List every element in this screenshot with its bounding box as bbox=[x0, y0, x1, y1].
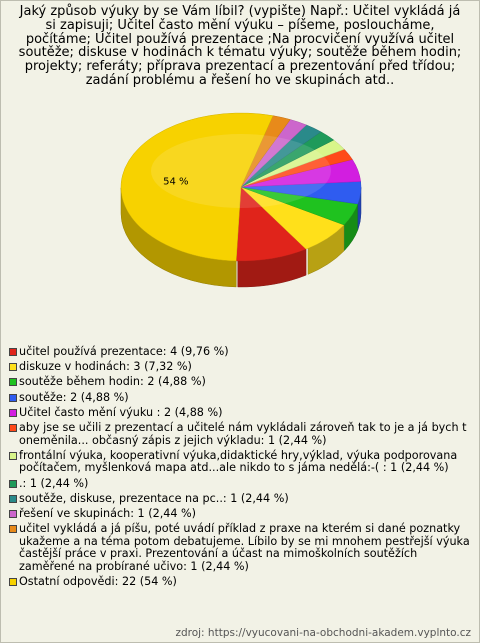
legend-label: aby jse se učili z prezentací a učitelé nám vykládali zároveň tak to je a já bych t oneměnila... občasný zápis z jejich výkladu: 1 (2,44 %) bbox=[19, 420, 467, 447]
legend-swatch bbox=[9, 378, 17, 386]
legend-item bbox=[9, 422, 471, 447]
legend-item bbox=[9, 478, 471, 491]
legend-label: Učitel často mění výuku : 2 (4,88 %) bbox=[19, 405, 223, 419]
pie-chart bbox=[1, 1, 480, 341]
legend-item bbox=[9, 576, 471, 589]
legend-swatch bbox=[9, 424, 17, 432]
legend-label: řešení ve skupinách: 1 (2,44 %) bbox=[19, 506, 197, 520]
source-credit: zdroj: https://vyucovani-na-obchodni-akadem.vyplnto.cz bbox=[175, 627, 471, 639]
legend-label: soutěže během hodin: 2 (4,88 %) bbox=[19, 375, 206, 389]
legend-swatch bbox=[9, 409, 17, 417]
legend-label: učitel používá prezentace: 4 (9,76 %) bbox=[19, 345, 229, 358]
pie-tops bbox=[121, 113, 361, 261]
legend-label: frontální výuka, kooperativní výuka,didaktické hry,výklad, výuka podporovana počítačem, myšlenková mapa atd...ale nikdo to s jáma nedělá:-( : 1 (2,44 %) bbox=[19, 448, 458, 475]
legend-swatch bbox=[9, 348, 17, 356]
legend-label: diskuze v hodinách: 3 (7,32 %) bbox=[19, 360, 192, 374]
legend-label: .: 1 (2,44 %) bbox=[19, 476, 89, 490]
legend-item bbox=[9, 508, 471, 521]
chart-title-line: soutěže; diskuse v hodinách k tématu výuky; soutěže během hodin; bbox=[18, 45, 462, 61]
legend-label: soutěže: 2 (4,88 %) bbox=[19, 390, 129, 404]
legend-item bbox=[9, 523, 471, 573]
legend-item bbox=[9, 450, 471, 475]
chart-title-line: projekty; referáty; příprava prezentací a prezentování před třídou; bbox=[24, 59, 456, 75]
chart-title-line: počítáme; Učitel používá prezentace ;Na procvičení využívá učitel bbox=[25, 31, 455, 47]
legend-swatch bbox=[9, 578, 17, 586]
legend-label: učitel vykládá a já píšu, poté uvádí příklad z praxe na kterém si dané poznatky ukažeme a na téma potom debatujeme. Líbilo by se mi mnohem pestřejší výuka častější práce v praxi. Prezentování a účast na mimoškolních soutěžích zaměřené na probírané učivo: 1 (2,44 %) bbox=[19, 522, 470, 573]
legend-swatch bbox=[9, 363, 17, 371]
pie-highlight bbox=[151, 134, 331, 208]
slice-data-label: 54 % bbox=[163, 176, 189, 188]
chart-title-line: zadání problému a řešení ho ve skupinách atd.. bbox=[85, 72, 395, 88]
legend-swatch bbox=[9, 510, 17, 518]
legend-item bbox=[9, 346, 471, 359]
legend-swatch bbox=[9, 495, 17, 503]
legend-label: soutěže, diskuse, prezentace na pc..: 1 (2,44 %) bbox=[19, 491, 289, 505]
legend-item bbox=[9, 361, 471, 374]
legend-swatch bbox=[9, 480, 17, 488]
legend-item bbox=[9, 392, 471, 405]
legend-swatch bbox=[9, 525, 17, 533]
legend-item bbox=[9, 407, 471, 420]
legend-label: Ostatní odpovědi: 22 (54 %) bbox=[19, 575, 177, 589]
legend-item bbox=[9, 493, 471, 506]
chart-title-line: Jaký způsob výuky by se Vám líbil? (vypište) Např.: Učitel vykládá já bbox=[19, 4, 461, 19]
chart-title-line: si zapisuji; Učitel často mění výuku – píšeme, posloucháme, bbox=[45, 17, 435, 33]
legend-swatch bbox=[9, 452, 17, 460]
chart-legend bbox=[9, 346, 471, 591]
legend-item bbox=[9, 376, 471, 389]
legend-swatch bbox=[9, 394, 17, 402]
